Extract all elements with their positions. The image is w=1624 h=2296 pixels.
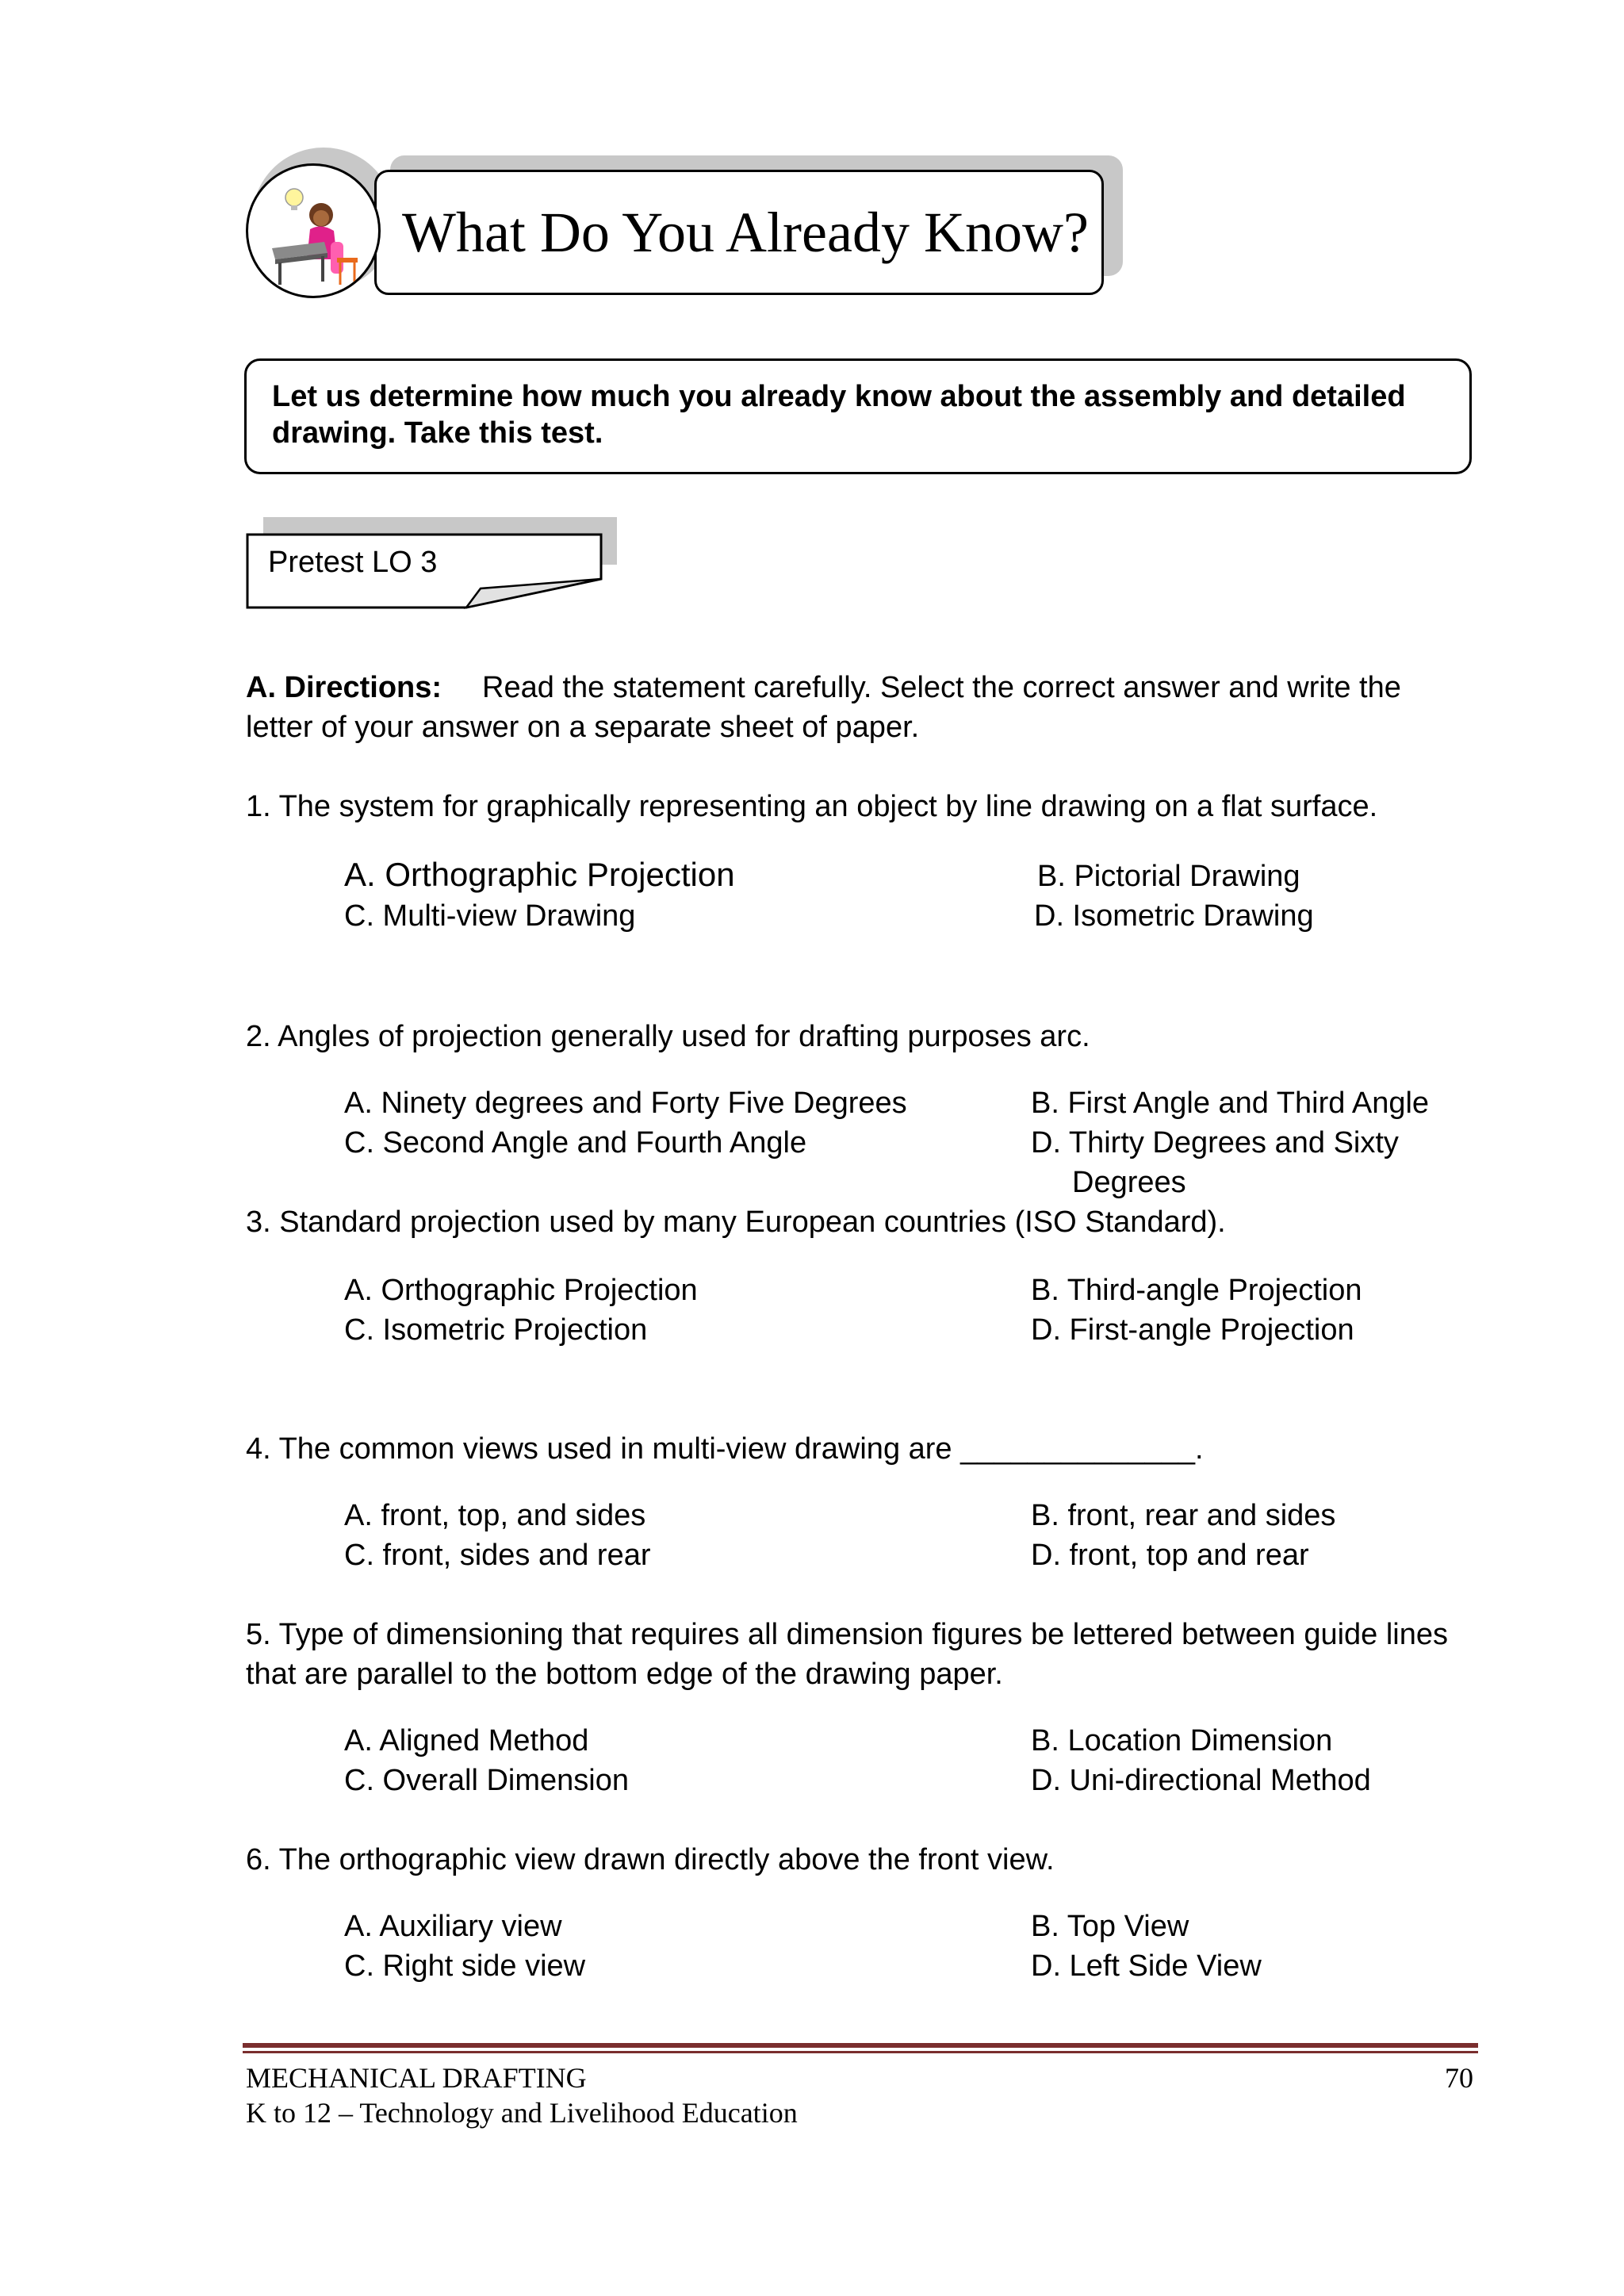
q2-option-c: C. Second Angle and Fourth Angle [344, 1126, 807, 1159]
q2-option-b: B. First Angle and Third Angle [1031, 1087, 1430, 1120]
q3-option-c: C. Isometric Projection [344, 1313, 648, 1347]
q2-option-a: A. Ninety degrees and Forty Five Degrees [344, 1087, 907, 1120]
pretest-label: Pretest LO 3 [268, 546, 438, 579]
q1-option-b: B. Pictorial Drawing [1037, 860, 1300, 893]
footer-course: K to 12 – Technology and Livelihood Education [246, 2097, 798, 2129]
question-2: 2. Angles of projection generally used for drafting purposes arc. [246, 1020, 1090, 1053]
q1-option-d: D. Isometric Drawing [1034, 899, 1314, 933]
q3-option-a: A. Orthographic Projection [344, 1274, 698, 1307]
directions-label: A. Directions: [246, 671, 442, 704]
question-5-line-2: that are parallel to the bottom edge of the drawing paper. [246, 1658, 1003, 1691]
q6-option-a: A. Auxiliary view [344, 1910, 562, 1943]
q6-option-b: B. Top View [1031, 1910, 1189, 1943]
instruction-line-1: Let us determine how much you already know about the assembly and detailed [272, 380, 1406, 413]
title-banner [374, 170, 1104, 295]
question-1: 1. The system for graphically representing an object by line drawing on a flat surface. [246, 790, 1378, 823]
footer-subject: MECHANICAL DRAFTING [246, 2062, 587, 2094]
question-5-line-1: 5. Type of dimensioning that requires all dimension figures be lettered between guide lines [246, 1618, 1449, 1651]
q5-option-b: B. Location Dimension [1031, 1724, 1333, 1757]
q3-option-d: D. First-angle Projection [1031, 1313, 1354, 1347]
q2-option-d-cont: Degrees [1072, 1166, 1186, 1199]
q1-option-c: C. Multi-view Drawing [344, 899, 636, 933]
q5-option-c: C. Overall Dimension [344, 1764, 629, 1797]
footer-rule-thick [243, 2043, 1478, 2048]
q5-option-a: A. Aligned Method [344, 1724, 589, 1757]
page-title: What Do You Already Know? [402, 200, 1089, 264]
question-6: 6. The orthographic view drawn directly above the front view. [246, 1843, 1055, 1876]
footer-rule-thin [243, 2051, 1478, 2053]
q3-option-b: B. Third-angle Projection [1031, 1274, 1362, 1307]
student-at-desk-icon [246, 163, 381, 298]
q5-option-d: D. Uni-directional Method [1031, 1764, 1371, 1797]
question-3: 3. Standard projection used by many European countries (ISO Standard). [246, 1205, 1226, 1239]
question-4: 4. The common views used in multi-view drawing are ______________. [246, 1432, 1204, 1466]
directions-text-2: letter of your answer on a separate sheet of paper. [246, 711, 920, 744]
q2-option-d: D. Thirty Degrees and Sixty [1031, 1126, 1399, 1159]
q4-option-d: D. front, top and rear [1031, 1539, 1309, 1572]
q4-option-c: C. front, sides and rear [344, 1539, 651, 1572]
q1-option-a: A. Orthographic Projection [344, 856, 735, 893]
q6-option-c: C. Right side view [344, 1949, 586, 1983]
q4-option-b: B. front, rear and sides [1031, 1499, 1336, 1532]
q6-option-d: D. Left Side View [1031, 1949, 1262, 1983]
instruction-box [244, 358, 1472, 474]
directions-text-1: Read the statement carefully. Select the correct answer and write the [482, 671, 1401, 704]
page-number: 70 [1445, 2062, 1473, 2094]
pretest-tag [246, 533, 603, 609]
instruction-line-2: drawing. Take this test. [272, 416, 603, 450]
q4-option-a: A. front, top, and sides [344, 1499, 646, 1532]
